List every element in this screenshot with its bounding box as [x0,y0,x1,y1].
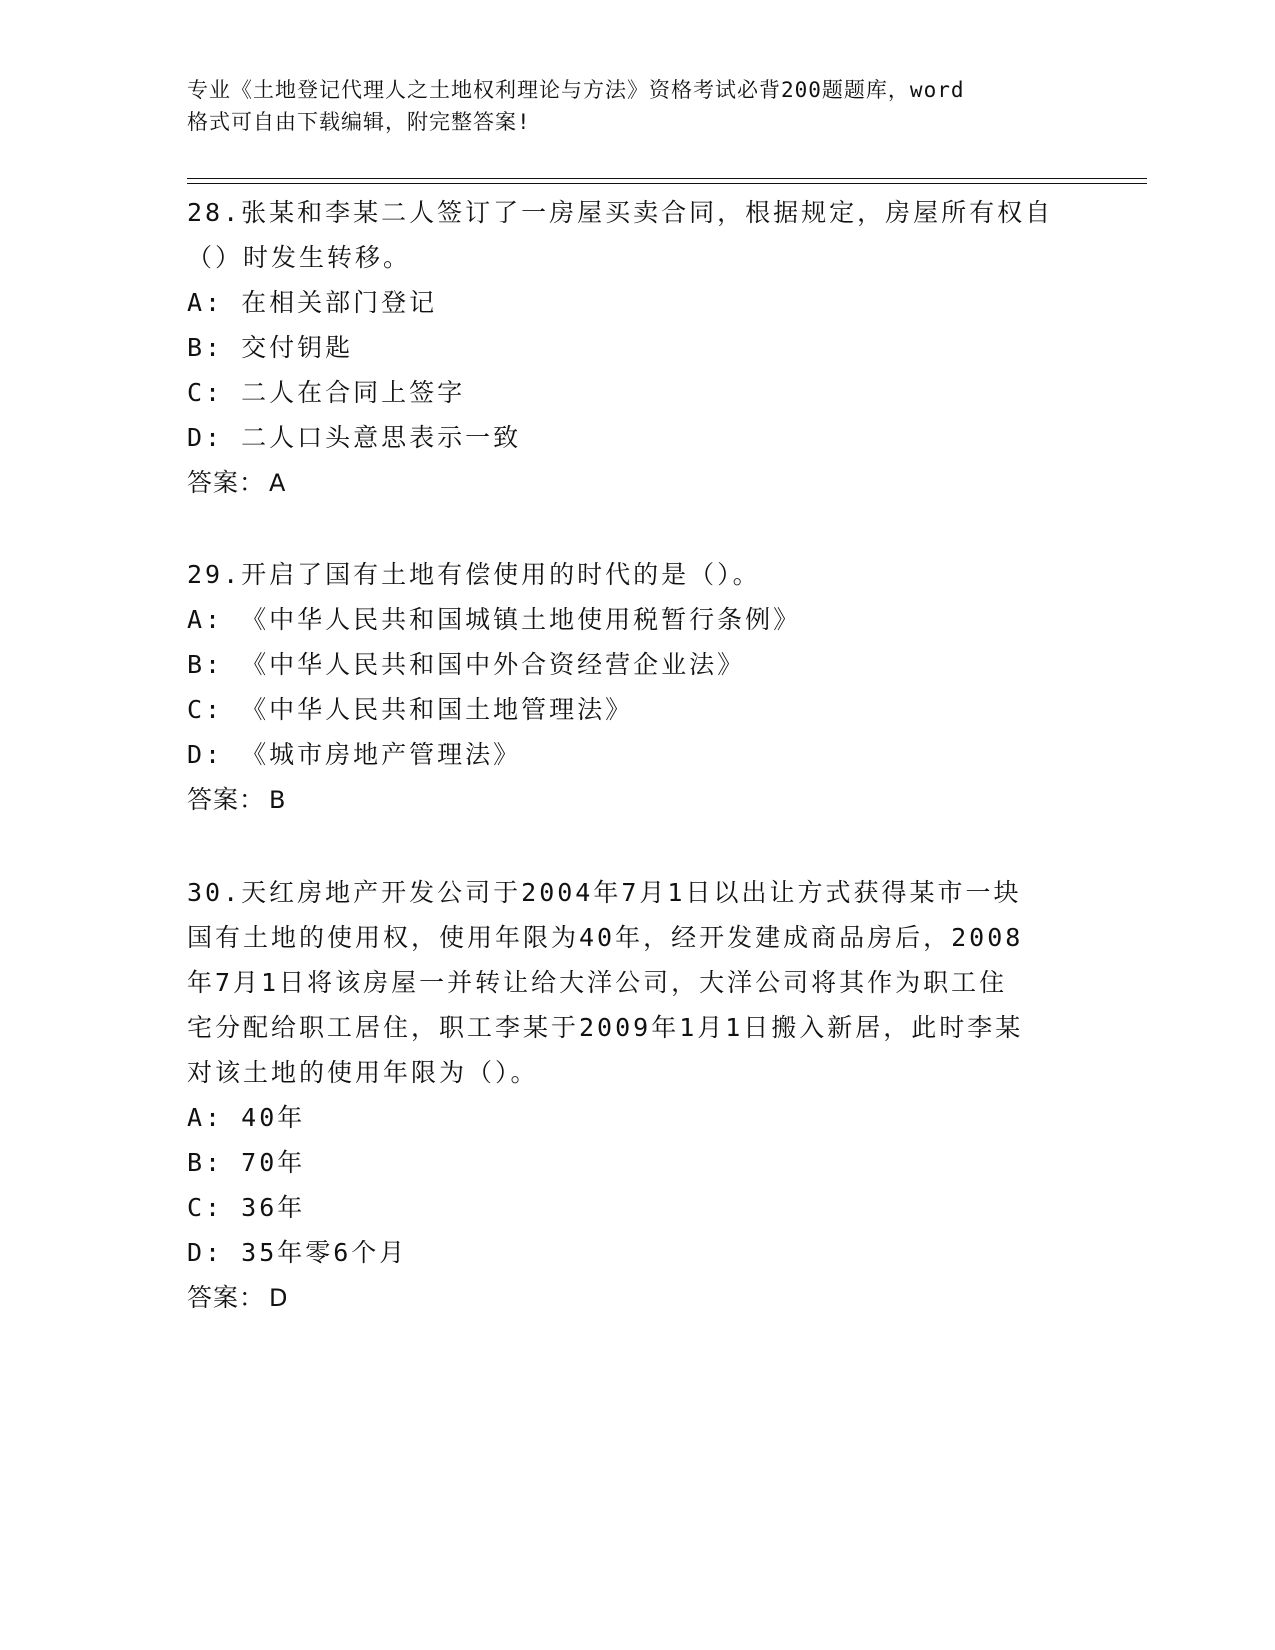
answer-label: 答案： [187,785,266,814]
answer-value: A [269,469,287,497]
question-stem [187,552,1087,597]
answer-label: 答案： [187,1283,266,1312]
option-a: A: 《中华人民共和国城镇土地使用税暂行条例》 [187,605,802,634]
option-b: B: 交付钥匙 [187,333,354,362]
answer-label: 答案： [187,468,266,497]
question-stem-line: 对该土地的使用年限为（）。 [187,1058,539,1087]
question-stem [187,190,1087,280]
document-header [187,74,1067,138]
option-d: D: 35年零6个月 [187,1238,408,1267]
question-stem-line: 宅分配给职工居住，职工李某于2009年1月1日搬入新居，此时李某 [187,1013,1024,1042]
header-divider-bottom [187,183,1147,184]
header-divider-top [187,178,1147,179]
answer-line [187,1275,1087,1321]
header-line: 格式可自由下载编辑，附完整答案! [187,110,531,134]
question-stem-line: 30.天红房地产开发公司于2004年7月1日以出让方式获得某市一块 [187,878,1022,907]
question-stem-line: 年7月1日将该房屋一并转让给大洋公司，大洋公司将其作为职工住 [187,968,1008,997]
answer-value: D [269,1284,289,1312]
option-a: A: 40年 [187,1103,306,1132]
question-stem-line: 28.张某和李某二人签订了一房屋买卖合同，根据规定，房屋所有权自 [187,198,1054,227]
option-c: C: 二人在合同上签字 [187,378,466,407]
option-b: B: 《中华人民共和国中外合资经营企业法》 [187,650,746,679]
question-stem-line: （）时发生转移。 [187,243,412,272]
answer-line [187,777,1087,823]
header-line: 专业《土地登记代理人之土地权利理论与方法》资格考试必背200题题库，word [187,78,965,102]
answer-value: B [269,786,287,814]
option-b: B: 70年 [187,1148,306,1177]
option-a: A: 在相关部门登记 [187,288,438,317]
question-28 [187,190,1087,506]
answer-line [187,460,1087,506]
option-d: D: 二人口头意思表示一致 [187,423,522,452]
question-29 [187,552,1087,823]
option-c: C: 36年 [187,1193,306,1222]
question-stem [187,870,1087,1095]
question-stem-line: 国有土地的使用权，使用年限为40年，经开发建成商品房后，2008 [187,923,1024,952]
question-stem-line: 29.开启了国有土地有偿使用的时代的是（）。 [187,560,761,589]
question-30 [187,870,1087,1321]
option-d: D: 《城市房地产管理法》 [187,740,522,769]
option-c: C: 《中华人民共和国土地管理法》 [187,695,634,724]
